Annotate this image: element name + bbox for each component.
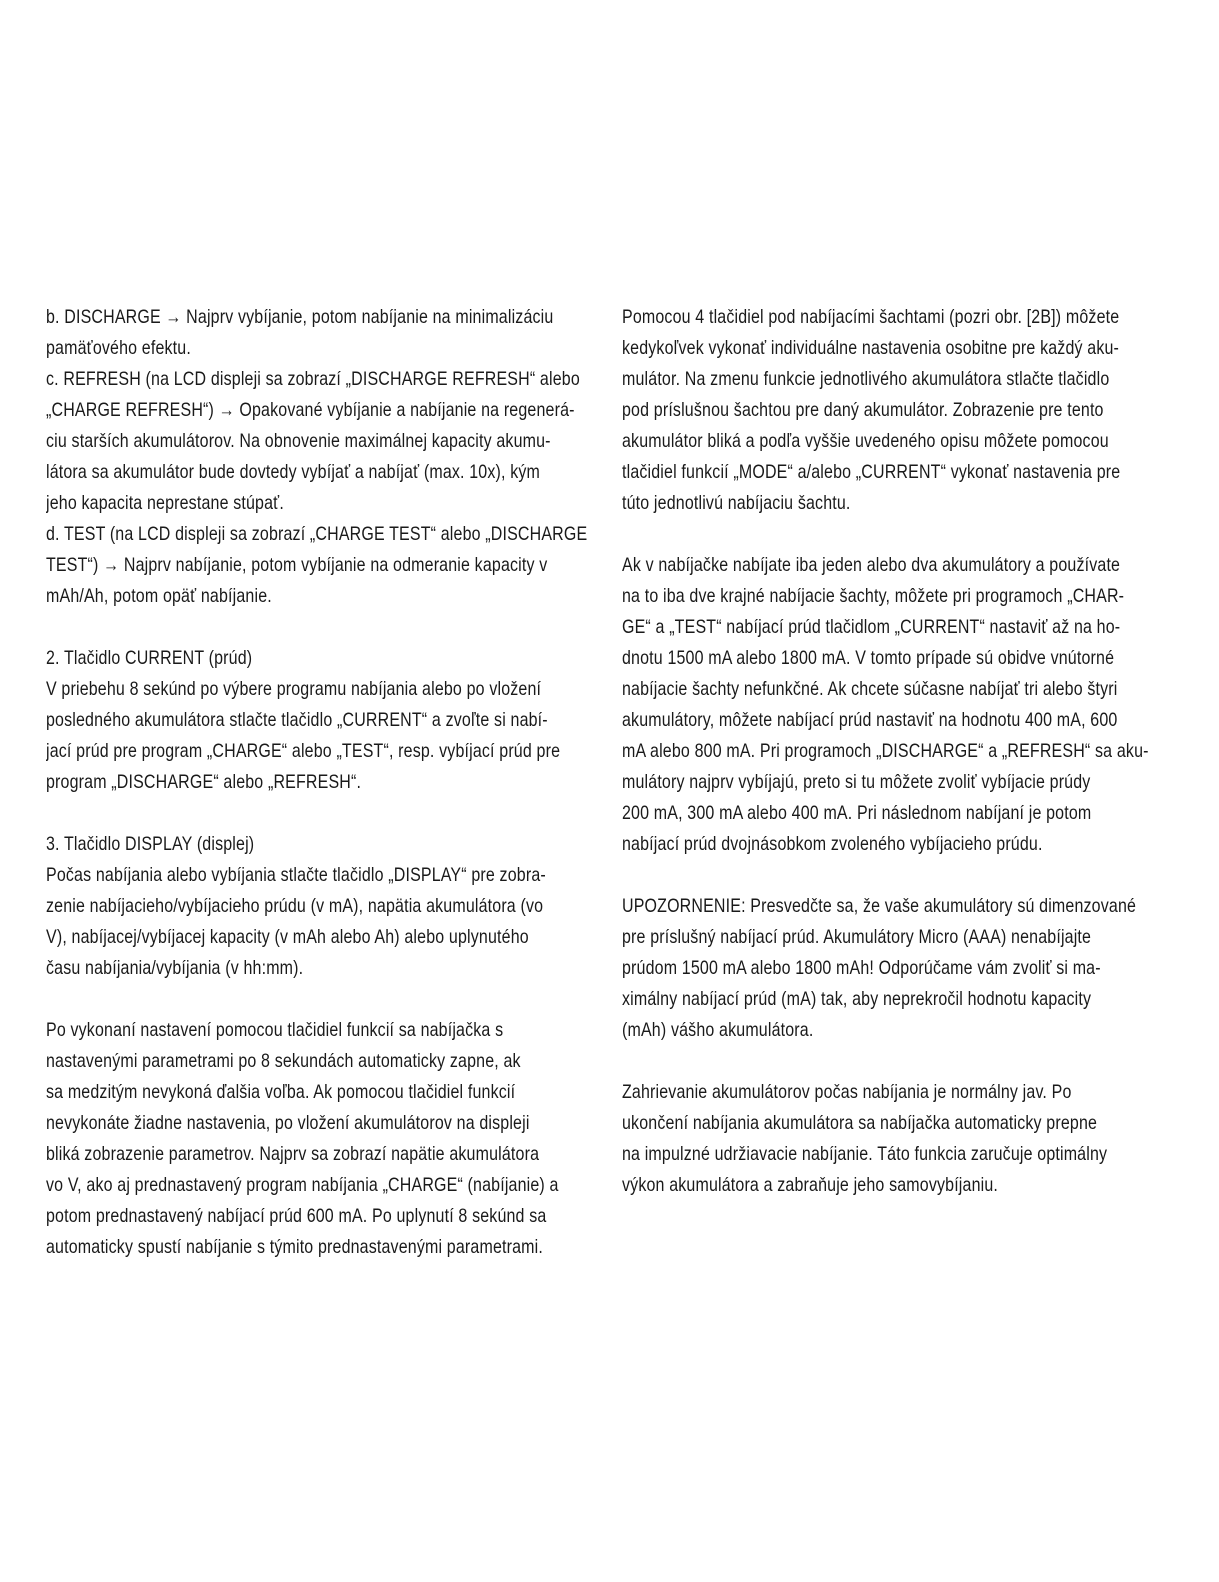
text-line: V priebehu 8 sekúnd po výbere programu nabíjania alebo po vložení — [46, 678, 542, 700]
text-line: výkon akumulátora a zabraňuje jeho samovybíjaniu. — [622, 1174, 999, 1196]
text-line: vo V, ako aj prednastavený program nabíjania „CHARGE“ (nabíjanie) a — [46, 1174, 559, 1196]
text-line: sa medzitým nevykoná ďalšia voľba. Ak pomocou tlačidiel funkcií — [46, 1081, 516, 1103]
text-line: mulátor. Na zmenu funkcie jednotlivého akumulátora stlačte tlačidlo — [622, 368, 1110, 390]
text-line: 200 mA, 300 mA alebo 400 mA. Pri následnom nabíjaní je potom — [622, 802, 1092, 824]
paragraph-gap — [622, 1046, 1162, 1077]
text-line: kedykoľvek vykonať individuálne nastavenia osobitne pre každý aku- — [622, 337, 1120, 359]
text-line: Zahrievanie akumulátorov počas nabíjania je normálny jav. Po — [622, 1081, 1072, 1103]
text-line: nevykonáte žiadne nastavenia, po vložení akumulátorov na displeji — [46, 1112, 530, 1134]
text-line: c. REFRESH (na LCD displeji sa zobrazí „DISCHARGE REFRESH“ alebo — [46, 368, 580, 390]
text-line: UPOZORNENIE: Presvedčte sa, že vaše akumulátory sú dimenzované — [622, 895, 1137, 917]
text-line: ciu starších akumulátorov. Na obnovenie maximálnej kapacity akumu- — [46, 430, 551, 452]
text-line: Po vykonaní nastavení pomocou tlačidiel funkcií sa nabíjačka s — [46, 1019, 504, 1041]
text-line: posledného akumulátora stlačte tlačidlo „CURRENT“ a zvoľte si nabí- — [46, 709, 548, 731]
text-line: Pomocou 4 tlačidiel pod nabíjacími šachtami (pozri obr. [2B]) môžete — [622, 306, 1120, 328]
text-line: V), nabíjacej/vybíjacej kapacity (v mAh alebo Ah) alebo uplynutého — [46, 926, 529, 948]
text-line: 2. Tlačidlo CURRENT (prúd) — [46, 647, 253, 669]
text-line: na impulzné udržiavacie nabíjanie. Táto funkcia zaručuje optimálny — [622, 1143, 1108, 1165]
text-line: jací prúd pre program „CHARGE“ alebo „TEST“, resp. vybíjací prúd pre — [46, 740, 561, 762]
text-line: mA alebo 800 mA. Pri programoch „DISCHARGE“ a „REFRESH“ sa aku- — [622, 740, 1149, 762]
text-line: GE“ a „TEST“ nabíjací prúd tlačidlom „CURRENT“ nastaviť až na ho- — [622, 616, 1121, 638]
text-line: dnotu 1500 mA alebo 1800 mA. V tomto prípade sú obidve vnútorné — [622, 647, 1115, 669]
text-line: pamäťového efektu. — [46, 337, 191, 359]
text-line: (mAh) vášho akumulátora. — [622, 1019, 814, 1041]
text-line: tlačidiel funkcií „MODE“ a/alebo „CURRENT“ vykonať nastavenia pre — [622, 461, 1121, 483]
text-line: pod príslušnou šachtou pre daný akumulátor. Zobrazenie pre tento — [622, 399, 1104, 421]
paragraph-gap — [46, 798, 586, 829]
text-line: potom prednastavený nabíjací prúd 600 mA. Po uplynutí 8 sekúnd sa — [46, 1205, 547, 1227]
left-column — [46, 302, 586, 1263]
text-line: 3. Tlačidlo DISPLAY (displej) — [46, 833, 255, 855]
text-line: automaticky spustí nabíjanie s týmito prednastavenými parametrami. — [46, 1236, 543, 1258]
text-line: pre príslušný nabíjací prúd. Akumulátory Micro (AAA) nenabíjajte — [622, 926, 1092, 948]
text-line: Počas nabíjania alebo vybíjania stlačte tlačidlo „DISPLAY“ pre zobra- — [46, 864, 546, 886]
text-line: akumulátory, môžete nabíjací prúd nastaviť na hodnotu 400 mA, 600 — [622, 709, 1118, 731]
text-line: program „DISCHARGE“ alebo „REFRESH“. — [46, 771, 362, 793]
text-line: TEST“) → Najprv nabíjanie, potom vybíjanie na odmeranie kapacity v — [46, 554, 548, 576]
text-line: látora sa akumulátor bude dovtedy vybíjať a nabíjať (max. 10x), kým — [46, 461, 541, 483]
paragraph-gap — [46, 612, 586, 643]
text-line: „CHARGE REFRESH“) → Opakované vybíjanie a nabíjanie na regenerá- — [46, 399, 575, 421]
text-line: akumulátor bliká a podľa vyššie uvedeného opisu môžete pomocou — [622, 430, 1109, 452]
text-line: bliká zobrazenie parametrov. Najprv sa zobrazí napätie akumulátora — [46, 1143, 540, 1165]
text-line: prúdom 1500 mA alebo 1800 mAh! Odporúčame vám zvoliť si ma- — [622, 957, 1101, 979]
text-line: nastavenými parametrami po 8 sekundách automaticky zapne, ak — [46, 1050, 521, 1072]
text-line: mulátory najprv vybíjajú, preto si tu môžete zvoliť vybíjacie prúdy — [622, 771, 1091, 793]
text-line: na to iba dve krajné nabíjacie šachty, môžete pri programoch „CHAR- — [622, 585, 1125, 607]
text-line: mAh/Ah, potom opäť nabíjanie. — [46, 585, 272, 607]
text-line: nabíjacie šachty nefunkčné. Ak chcete súčasne nabíjať tri alebo štyri — [622, 678, 1118, 700]
paragraph-gap — [622, 860, 1162, 891]
text-line: času nabíjania/vybíjania (v hh:mm). — [46, 957, 304, 979]
text-line: jeho kapacita neprestane stúpať. — [46, 492, 284, 514]
text-line: ukončení nabíjania akumulátora sa nabíjačka automaticky prepne — [622, 1112, 1098, 1134]
text-line: zenie nabíjacieho/vybíjacieho prúdu (v mA), napätia akumulátora (vo — [46, 895, 544, 917]
text-line: b. DISCHARGE → Najprv vybíjanie, potom nabíjanie na minimalizáciu — [46, 306, 554, 328]
text-line: ximálny nabíjací prúd (mA) tak, aby neprekročil hodnotu kapacity — [622, 988, 1092, 1010]
right-column — [622, 302, 1162, 1201]
paragraph-gap — [46, 984, 586, 1015]
text-line: túto jednotlivú nabíjaciu šachtu. — [622, 492, 851, 514]
text-line: nabíjací prúd dvojnásobkom zvoleného vybíjacieho prúdu. — [622, 833, 1043, 855]
text-line: d. TEST (na LCD displeji sa zobrazí „CHARGE TEST“ alebo „DISCHARGE — [46, 523, 588, 545]
paragraph-gap — [622, 519, 1162, 550]
text-line: Ak v nabíjačke nabíjate iba jeden alebo dva akumulátory a používate — [622, 554, 1121, 576]
